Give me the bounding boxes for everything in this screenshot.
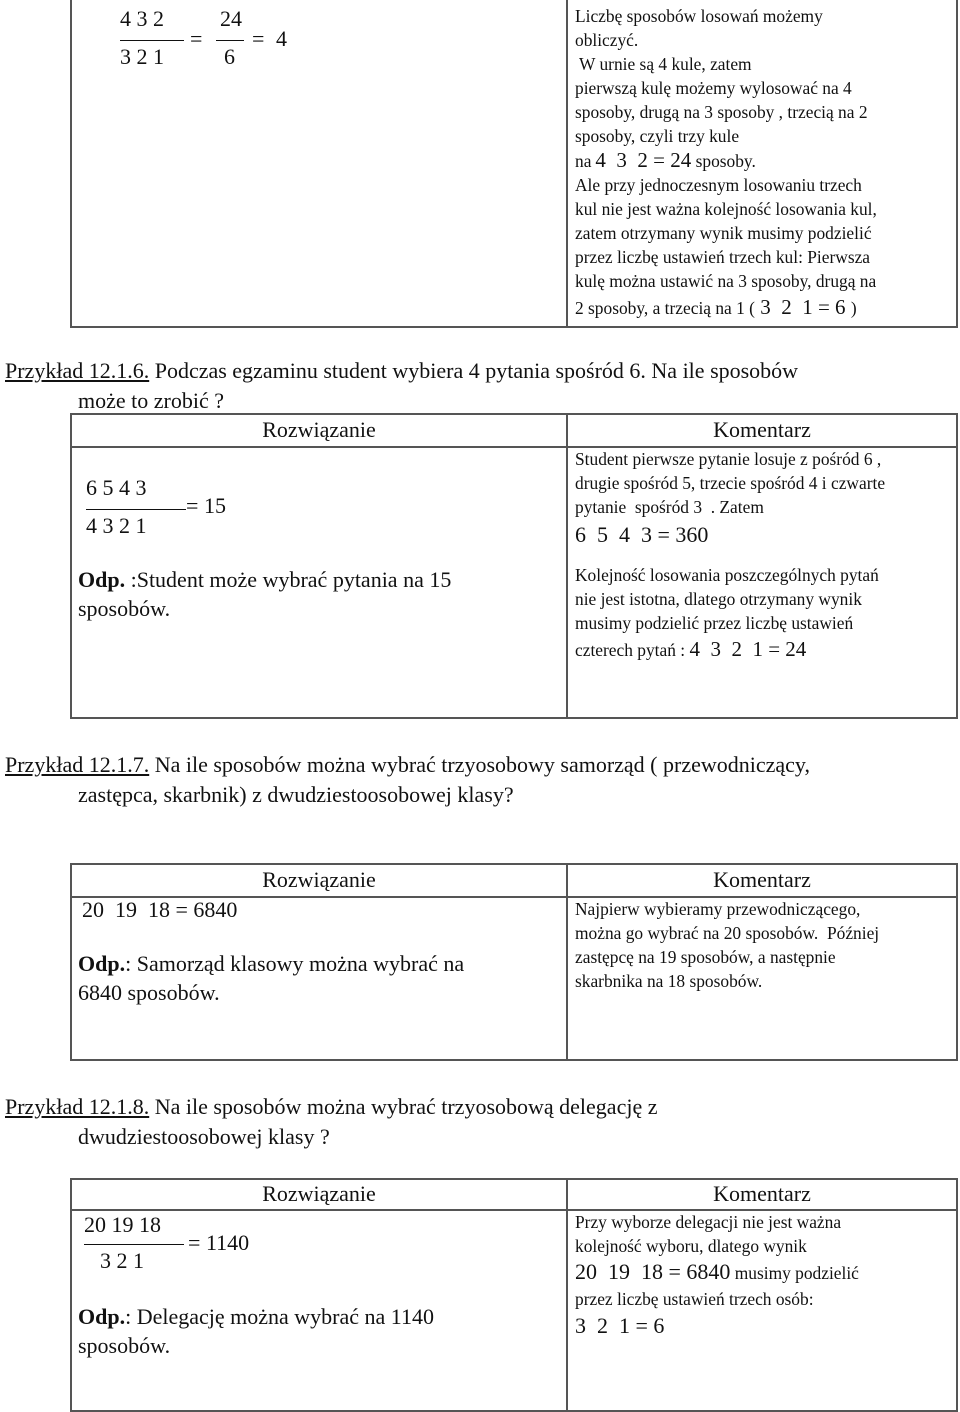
- answer-text: : Samorząd klasowy można wybrać na: [125, 951, 465, 976]
- example-label: Przykład 12.1.8.: [5, 1094, 150, 1119]
- equals-sign: =: [190, 26, 203, 51]
- inline-formula: 4 3 2 1 = 24: [689, 637, 807, 661]
- fraction-denominator: 3 2 1: [120, 44, 164, 69]
- example-label: Przykład 12.1.7.: [5, 752, 150, 777]
- question-text: Podczas egzaminu student wybiera 4 pytania spośród 6. Na ile sposobów: [149, 358, 799, 383]
- comment-block: [575, 447, 955, 662]
- comment-line: zastępcę na 19 sposobów, a następnie: [575, 947, 836, 967]
- solution-table-8: [70, 1178, 958, 1412]
- comment-line-eq: [575, 295, 955, 320]
- comment-text: 2 sposoby, a trzecią na 1 (: [575, 298, 755, 318]
- comment-line: przez liczbę ustawień trzech kul: Pierwsza: [575, 247, 871, 267]
- answer: [78, 949, 558, 1007]
- comment-text: na: [575, 151, 592, 171]
- solution-table-6: [70, 413, 958, 719]
- comment-line: kolejność wyboru, dlatego wynik: [575, 1236, 807, 1256]
- column-divider: [566, 415, 568, 717]
- inline-formula: 3 2 1 = 6: [575, 1313, 665, 1338]
- question-text-line2: może to zrobić ?: [78, 388, 224, 413]
- comment-text: czterech pytań :: [575, 640, 690, 660]
- comment-line: Przy wyborze delegacji nie jest ważna: [575, 1212, 842, 1232]
- fraction-numerator: 4 3 2: [120, 6, 164, 31]
- fraction-denominator-2: 6: [224, 44, 235, 69]
- fraction-denominator: 3 2 1: [100, 1248, 144, 1273]
- answer-label: Odp.: [78, 951, 126, 976]
- fraction-bar: [120, 40, 184, 41]
- header-comment: Komentarz: [713, 417, 811, 442]
- question-text: Na ile sposobów można wybrać trzyosobową delegację z: [149, 1094, 658, 1119]
- inline-formula: 4 3 2 = 24: [595, 148, 692, 172]
- column-divider: [566, 0, 568, 326]
- header-comment: Komentarz: [713, 1181, 811, 1206]
- comment-line: Ale przy jednoczesnym losowaniu trzech: [575, 175, 862, 195]
- comment-line: drugie spośród 5, trzecie spośród 4 i czwarte: [575, 473, 886, 493]
- comment-line: Student pierwsze pytanie losuje z pośród 6 ,: [575, 449, 882, 469]
- comment-line: Kolejność losowania poszczególnych pytań: [575, 565, 879, 585]
- fraction-bar: [84, 1244, 184, 1245]
- equals-sign: =: [186, 493, 199, 518]
- header-solution: Rozwiązanie: [262, 417, 376, 442]
- header-solution: Rozwiązanie: [262, 1181, 376, 1206]
- comment-line: pytanie spośród 3 . Zatem: [575, 497, 764, 517]
- answer-line: [78, 565, 558, 594]
- comment-line-eq: [575, 148, 955, 173]
- question-text: Na ile sposobów można wybrać trzyosobowy samorząd ( przewodniczący,: [149, 752, 810, 777]
- comment-line: musimy podzielić przez liczbę ustawień: [575, 613, 854, 633]
- inline-formula: 3 2 1 = 6: [754, 295, 851, 319]
- fraction-denominator: 4 3 2 1: [86, 513, 147, 538]
- comment-text: musimy podzielić: [730, 1263, 859, 1283]
- comment-text: sposoby.: [691, 151, 756, 171]
- comment-line: W urnie są 4 kule, zatem: [575, 54, 752, 74]
- comment-line: zatem otrzymany wynik musimy podzielić: [575, 223, 872, 243]
- answer-text: : Delegację można wybrać na 1140: [125, 1304, 434, 1329]
- equals-sign-2: =: [252, 26, 265, 51]
- fraction-result: 4: [276, 26, 287, 51]
- comment-line: przez liczbę ustawień trzech osób:: [575, 1289, 814, 1309]
- answer-line2: 6840 sposobów.: [78, 980, 220, 1005]
- comment-line: nie jest istotna, dlatego otrzymany wynik: [575, 589, 862, 609]
- example-12-1-6-question: [5, 356, 798, 416]
- equals-sign: =: [188, 1230, 201, 1255]
- fraction-bar: [86, 509, 186, 510]
- comment-line: skarbnika na 18 sposobów.: [575, 971, 763, 991]
- fraction-result: 1140: [206, 1230, 250, 1255]
- example-12-1-8-question: [5, 1092, 657, 1152]
- comment-line: kul nie jest ważna kolejność losowania kul,: [575, 199, 877, 219]
- comment-line: sposoby, czyli trzy kule: [575, 126, 740, 146]
- column-divider: [566, 1180, 568, 1410]
- comment-line-eq: [575, 637, 955, 662]
- comment-line: kulę można ustawić na 3 sposoby, drugą na: [575, 271, 877, 291]
- comment-line-eq: [575, 1260, 955, 1285]
- question-text-line2: zastępca, skarbnik) z dwudziestoosobowej klasy?: [78, 782, 514, 807]
- column-divider: [566, 865, 568, 1059]
- answer: [78, 1302, 558, 1360]
- inline-formula: 6 5 4 3 = 360: [575, 522, 709, 547]
- comment-block: [575, 897, 955, 993]
- solution-table-7: [70, 863, 958, 1061]
- question-text-line2: dwudziestoosobowej klasy ?: [78, 1124, 330, 1149]
- answer-line: [78, 1302, 558, 1331]
- example-12-1-7-question: [5, 750, 810, 810]
- comment-block: [575, 4, 955, 320]
- answer-line2: sposobów.: [78, 1333, 171, 1358]
- comment-line: obliczyć.: [575, 30, 639, 50]
- comment-text: ): [850, 298, 857, 318]
- answer-text: :Student może wybrać pytania na 15: [125, 567, 452, 592]
- header-solution: Rozwiązanie: [262, 867, 376, 892]
- comment-line: pierwszą kulę możemy wylosować na 4: [575, 78, 852, 98]
- example-label: Przykład 12.1.6.: [5, 358, 150, 383]
- comment-block: [575, 1210, 955, 1341]
- combinations-table-1: [70, 0, 958, 328]
- comment-line: sposoby, drugą na 3 sposoby , trzecią na 2: [575, 102, 868, 122]
- answer: [78, 565, 558, 623]
- inline-formula: 20 19 18 = 6840: [575, 1259, 731, 1284]
- answer-label: Odp.: [78, 567, 126, 592]
- formula: 20 19 18 = 6840: [82, 897, 238, 922]
- fraction-result: 15: [204, 493, 226, 518]
- fraction-bar-2: [216, 40, 244, 41]
- fraction-numerator: 6 5 4 3: [86, 475, 147, 500]
- comment-line: Liczbę sposobów losowań możemy: [575, 6, 823, 26]
- comment-line: można go wybrać na 20 sposobów. Później: [575, 923, 880, 943]
- answer-line2: sposobów.: [78, 596, 171, 621]
- header-comment: Komentarz: [713, 867, 811, 892]
- answer-line: [78, 949, 558, 978]
- fraction-numerator: 20 19 18: [84, 1212, 161, 1237]
- fraction-numerator-2: 24: [220, 6, 242, 31]
- answer-label: Odp.: [78, 1304, 126, 1329]
- comment-line: Najpierw wybieramy przewodniczącego,: [575, 899, 861, 919]
